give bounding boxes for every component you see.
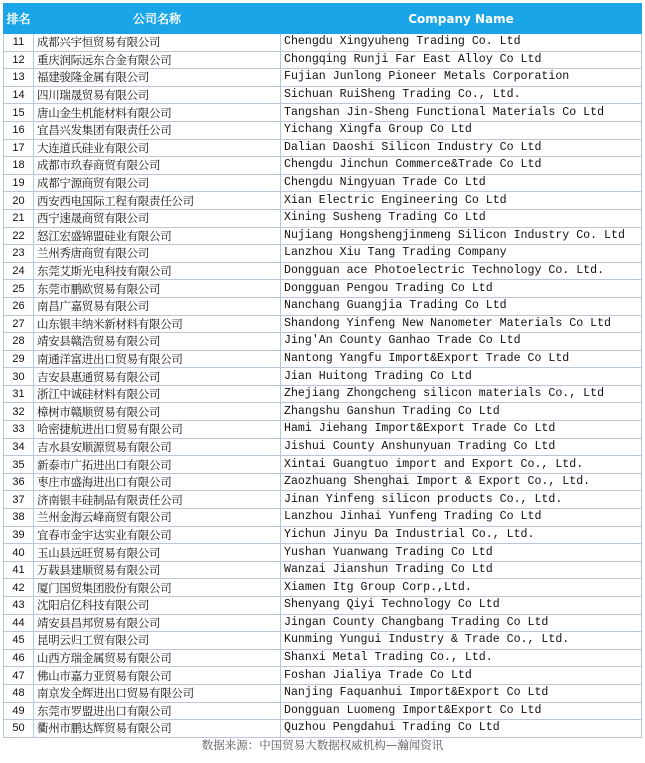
chinese-name-cell: 佛山市嘉力亚贸易有限公司 [34,667,281,685]
rank-cell: 47 [4,667,34,685]
english-name-cell: Dalian Daoshi Silicon Industry Co Ltd [281,139,642,157]
table-row [4,597,642,615]
table-row [4,579,642,597]
english-name-cell: Nanjing Faquanhui Import&Export Co Ltd [281,684,642,702]
data-source-note: 数据来源：中国贸易大数据权威机构—瀚闻资讯 [201,738,444,752]
english-name-cell: Foshan Jialiya Trade Co Ltd [281,667,642,685]
table-row [4,649,642,667]
chinese-name-cell: 浙江中诚硅材料有限公司 [34,385,281,403]
english-name-cell: Chengdu Ningyuan Trade Co Ltd [281,174,642,192]
table-row [4,315,642,333]
table-row [4,34,642,52]
chinese-name-cell: 宜春市金宇达实业有限公司 [34,526,281,544]
rank-cell: 46 [4,649,34,667]
table-row [4,280,642,298]
table-row [4,192,642,210]
rank-cell: 37 [4,491,34,509]
chinese-name-cell: 东莞市罗盟进出口有限公司 [34,702,281,720]
english-name-cell: Yushan Yuanwang Trading Co Ltd [281,544,642,562]
table-row [4,702,642,720]
table-row [4,667,642,685]
chinese-name-cell: 枣庄市盛海进出口有限公司 [34,473,281,491]
chinese-name-cell: 成都市玖春商贸有限公司 [34,157,281,175]
table-row [4,245,642,263]
chinese-name-cell: 昆明云归工贸有限公司 [34,632,281,650]
table-row [4,227,642,245]
chinese-name-cell: 沈阳启亿科技有限公司 [34,597,281,615]
english-name-cell: Tangshan Jin-Sheng Functional Materials Co Ltd [281,104,642,122]
english-name-cell: Zhangshu Ganshun Trading Co Ltd [281,403,642,421]
english-name-cell: Shanxi Metal Trading Co., Ltd. [281,649,642,667]
table-row [4,86,642,104]
table-row [4,51,642,69]
table-header [4,4,642,34]
rank-cell: 16 [4,121,34,139]
chinese-name-cell: 成都宁源商贸有限公司 [34,174,281,192]
chinese-name-cell: 山西方瑞金属贸易有限公司 [34,649,281,667]
table-row [4,104,642,122]
chinese-name-cell: 大连道氏硅业有限公司 [34,139,281,157]
table-row [4,139,642,157]
table-body [4,34,642,738]
chinese-name-cell: 衢州市鹏达辉贸易有限公司 [34,720,281,738]
rank-cell: 14 [4,86,34,104]
rank-cell: 24 [4,262,34,280]
chinese-name-cell: 靖安县赣浩贸易有限公司 [34,333,281,351]
rank-cell: 12 [4,51,34,69]
ranking-table-container [3,3,641,738]
table-row [4,614,642,632]
chinese-name-cell: 吉水县安顺源贸易有限公司 [34,438,281,456]
rank-cell: 22 [4,227,34,245]
chinese-name-cell: 南通洋富进出口贸易有限公司 [34,350,281,368]
english-name-cell: Jing'An County Ganhao Trade Co Ltd [281,333,642,351]
chinese-name-cell: 万载县建顺贸易有限公司 [34,561,281,579]
rank-cell: 33 [4,421,34,439]
english-name-cell: Wanzai Jianshun Trading Co Ltd [281,561,642,579]
english-name-cell: Quzhou Pengdahui Trading Co Ltd [281,720,642,738]
chinese-name-cell: 兰州秀唐商贸有限公司 [34,245,281,263]
rank-cell: 19 [4,174,34,192]
english-name-cell: Shandong Yinfeng New Nanometer Materials Co Ltd [281,315,642,333]
english-name-cell: Dongguan Luomeng Import&Export Co Ltd [281,702,642,720]
english-name-cell: Yichang Xingfa Group Co Ltd [281,121,642,139]
table-row [4,684,642,702]
english-name-cell: Fujian Junlong Pioneer Metals Corporation [281,69,642,87]
chinese-name-cell: 樟树市赣顺贸易有限公司 [34,403,281,421]
chinese-name-cell: 四川瑞晟贸易有限公司 [34,86,281,104]
chinese-name-cell: 南京发全辉进出口贸易有限公司 [34,684,281,702]
rank-cell: 18 [4,157,34,175]
rank-cell: 40 [4,544,34,562]
chinese-name-cell: 重庆润际远东合金有限公司 [34,51,281,69]
rank-cell: 49 [4,702,34,720]
table-row [4,350,642,368]
rank-cell: 45 [4,632,34,650]
rank-cell: 20 [4,192,34,210]
company-ranking-table [3,3,642,738]
rank-cell: 21 [4,209,34,227]
table-row [4,121,642,139]
rank-cell: 32 [4,403,34,421]
rank-cell: 25 [4,280,34,298]
table-row [4,526,642,544]
chinese-name-cell: 东莞市鹏欧贸易有限公司 [34,280,281,298]
english-name-cell: Jian Huitong Trading Co Ltd [281,368,642,386]
english-name-cell: Chengdu Jinchun Commerce&Trade Co Ltd [281,157,642,175]
table-row [4,491,642,509]
table-row [4,509,642,527]
english-name-cell: Zaozhuang Shenghai Import & Export Co., Ltd. [281,473,642,491]
rank-cell: 28 [4,333,34,351]
chinese-name-cell: 西安西电国际工程有限责任公司 [34,192,281,210]
chinese-name-cell: 西宁速晟商贸有限公司 [34,209,281,227]
chinese-name-cell: 成都兴宇恒贸易有限公司 [34,34,281,52]
table-row [4,209,642,227]
rank-cell: 30 [4,368,34,386]
rank-cell: 41 [4,561,34,579]
rank-cell: 50 [4,720,34,738]
english-name-cell: Xian Electric Engineering Co Ltd [281,192,642,210]
rank-cell: 11 [4,34,34,52]
header-row [4,4,642,34]
english-name-cell: Xiamen Itg Group Corp.,Ltd. [281,579,642,597]
english-name-cell: Nanchang Guangjia Trading Co Ltd [281,297,642,315]
header-rank: 排名 [4,4,34,34]
table-row [4,333,642,351]
rank-cell: 29 [4,350,34,368]
rank-cell: 23 [4,245,34,263]
table-row [4,632,642,650]
chinese-name-cell: 福建骏隆金属有限公司 [34,69,281,87]
rank-cell: 39 [4,526,34,544]
chinese-name-cell: 唐山金生机能材料有限公司 [34,104,281,122]
chinese-name-cell: 哈密捷航进出口贸易有限公司 [34,421,281,439]
english-name-cell: Dongguan Pengou Trading Co Ltd [281,280,642,298]
english-name-cell: Chongqing Runji Far East Alloy Co Ltd [281,51,642,69]
rank-cell: 13 [4,69,34,87]
header-english-name: Company Name [281,4,642,34]
table-row [4,385,642,403]
english-name-cell: Dongguan ace Photoelectric Technology Co. Ltd. [281,262,642,280]
english-name-cell: Xintai Guangtuo import and Export Co., Ltd. [281,456,642,474]
table-row [4,368,642,386]
english-name-cell: Kunming Yungui Industry & Trade Co., Ltd. [281,632,642,650]
chinese-name-cell: 宜昌兴发集团有限责任公司 [34,121,281,139]
table-row [4,403,642,421]
rank-cell: 36 [4,473,34,491]
english-name-cell: Zhejiang Zhongcheng silicon materials Co., Ltd [281,385,642,403]
chinese-name-cell: 新泰市广拓进出口有限公司 [34,456,281,474]
rank-cell: 35 [4,456,34,474]
table-row [4,456,642,474]
rank-cell: 15 [4,104,34,122]
chinese-name-cell: 兰州金海云峰商贸有限公司 [34,509,281,527]
table-row [4,262,642,280]
english-name-cell: Chengdu Xingyuheng Trading Co. Ltd [281,34,642,52]
table-row [4,544,642,562]
english-name-cell: Nujiang Hongshengjinmeng Silicon Industry Co. Ltd [281,227,642,245]
rank-cell: 17 [4,139,34,157]
rank-cell: 27 [4,315,34,333]
table-row [4,473,642,491]
table-row [4,561,642,579]
english-name-cell: Jinan Yinfeng silicon products Co., Ltd. [281,491,642,509]
chinese-name-cell: 厦门国贸集团股份有限公司 [34,579,281,597]
chinese-name-cell: 南昌广嘉贸易有限公司 [34,297,281,315]
rank-cell: 31 [4,385,34,403]
table-row [4,421,642,439]
english-name-cell: Yichun Jinyu Da Industrial Co., Ltd. [281,526,642,544]
english-name-cell: Nantong Yangfu Import&Export Trade Co Ltd [281,350,642,368]
header-chinese-name: 公司名称 [34,4,281,34]
english-name-cell: Xining Susheng Trading Co Ltd [281,209,642,227]
english-name-cell: Lanzhou Jinhai Yunfeng Trading Co Ltd [281,509,642,527]
english-name-cell: Jishui County Anshunyuan Trading Co Ltd [281,438,642,456]
rank-cell: 34 [4,438,34,456]
english-name-cell: Shenyang Qiyi Technology Co Ltd [281,597,642,615]
table-row [4,69,642,87]
rank-cell: 44 [4,614,34,632]
english-name-cell: Hami Jiehang Import&Export Trade Co Ltd [281,421,642,439]
english-name-cell: Jingan County Changbang Trading Co Ltd [281,614,642,632]
chinese-name-cell: 山东银丰纳米新材料有限公司 [34,315,281,333]
chinese-name-cell: 玉山县远旺贸易有限公司 [34,544,281,562]
table-row [4,720,642,738]
rank-cell: 43 [4,597,34,615]
chinese-name-cell: 怒江宏盛锦盟硅业有限公司 [34,227,281,245]
english-name-cell: Sichuan RuiSheng Trading Co., Ltd. [281,86,642,104]
table-row [4,297,642,315]
chinese-name-cell: 吉安县惠通贸易有限公司 [34,368,281,386]
chinese-name-cell: 济南银丰硅制品有限责任公司 [34,491,281,509]
rank-cell: 42 [4,579,34,597]
table-row [4,438,642,456]
rank-cell: 48 [4,684,34,702]
table-row [4,157,642,175]
rank-cell: 38 [4,509,34,527]
table-row [4,174,642,192]
chinese-name-cell: 东莞艾斯光电科技有限公司 [34,262,281,280]
english-name-cell: Lanzhou Xiu Tang Trading Company [281,245,642,263]
rank-cell: 26 [4,297,34,315]
chinese-name-cell: 靖安县昌邦贸易有限公司 [34,614,281,632]
